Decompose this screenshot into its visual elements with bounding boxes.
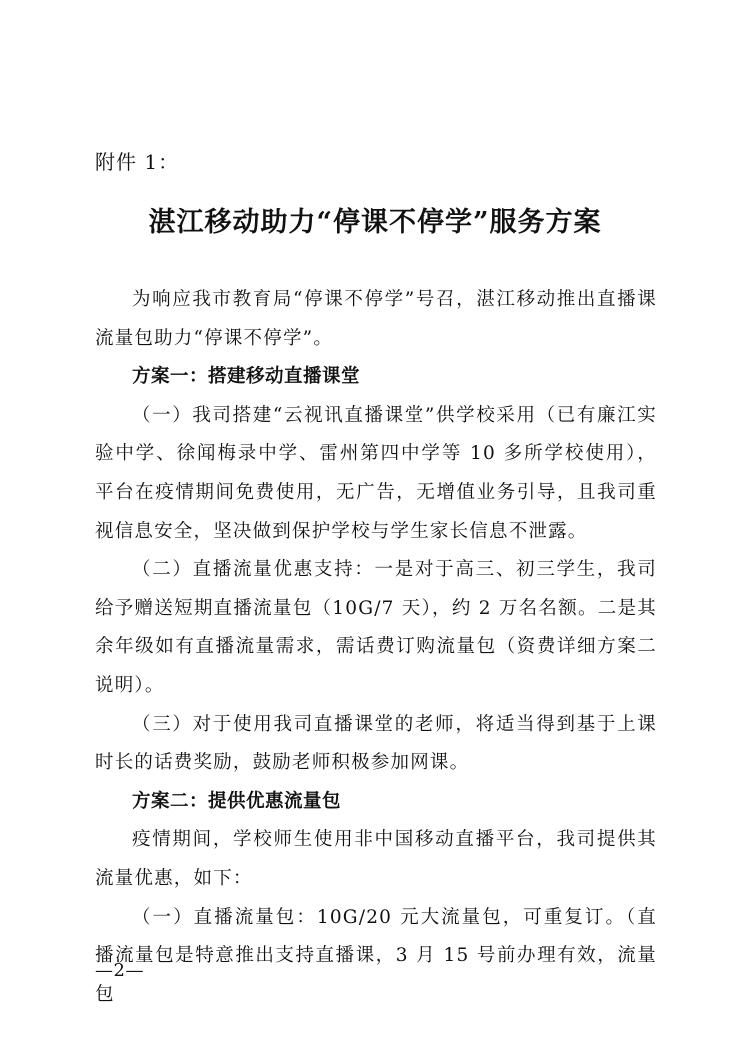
document-title: 湛江移动助力“停课不停学”服务方案 (148, 207, 602, 238)
page-number: —2— (95, 960, 144, 981)
plan-one-item-3: （三）对于使用我司直播课堂的老师，将适当得到基于上课时长的话费奖励，鼓励老师积极参加网课。 (95, 713, 657, 774)
document-body (95, 281, 657, 1014)
plan-two-intro: 疫情期间，学校师生使用非中国移动直播平台，我司提供其流量优惠，如下： (95, 829, 657, 889)
plan-one-item-1: （一）我司搭建“云视讯直播课堂”供学校采用（已有廉江实验中学、徐闻梅录中学、雷州第四中学等 10 多所学校使用），平台在疫情期间免费使用，无广告，无增值业务引导，且我司重视信息安全，坚决做到保护学校与学生家长信息不泄露。 (95, 404, 657, 542)
attachment-label: 附件 1： (95, 150, 180, 174)
section-heading-plan-two: 方案二：提供优惠流量包 (132, 790, 342, 812)
intro-paragraph: 为响应我市教育局“停课不停学”号召，湛江移动推出直播课流量包助力“停课不停学”。 (95, 289, 657, 349)
section-heading-plan-one: 方案一：搭建移动直播课堂 (132, 366, 361, 388)
plan-one-item-2: （二）直播流量优惠支持：一是对于高三、初三学生，我司给予赠送短期直播流量包（10G/7 天），约 2 万名名额。二是其余年级如有直播流量需求，需话费订购流量包（资费详细方案二说明）。 (95, 559, 657, 696)
plan-two-item-1: （一）直播流量包：10G/20 元大流量包，可重复订。（直播流量包是特意推出支持直播课，3 月 15 号前办理有效，流量包 (95, 906, 657, 1005)
